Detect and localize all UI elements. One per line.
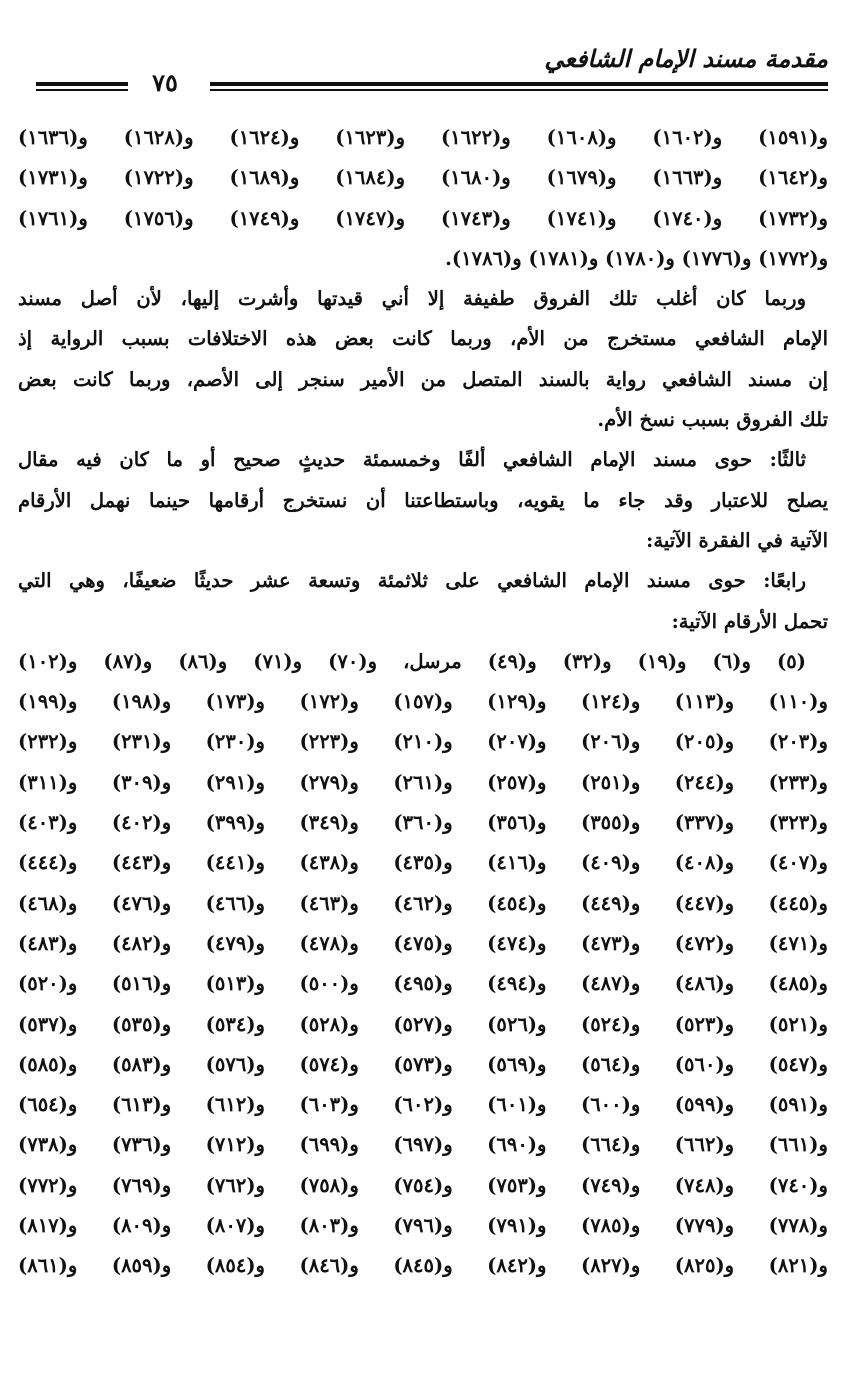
lead-third: ثالثًا: bbox=[752, 448, 806, 472]
text-line: الإمام الشافعي مستخرج من الأم، وربما كانت بعض هذه الاختلافات بسبب الرواية إذ bbox=[18, 327, 828, 351]
number-line: و(١١٠) و(١١٣) و(١٢٤) و(١٢٩) و(١٥٧) و(١٧٢) و(١٧٣) و(١٩٨) و(١٩٩) bbox=[18, 690, 828, 714]
number-line: و(٢٣٣) و(٢٤٤) و(٢٥١) و(٢٥٧) و(٢٦١) و(٢٧٩) و(٢٩١) و(٣٠٩) و(٣١١) bbox=[18, 770, 828, 794]
paragraph-fourth bbox=[18, 561, 828, 601]
text-line: تلك الفروق بسبب نسخ الأم. bbox=[597, 408, 828, 432]
header-rule-left bbox=[36, 82, 128, 91]
number-line: و(٤٤٥) و(٤٤٧) و(٤٤٩) و(٤٥٤) و(٤٦٢) و(٤٦٣) و(٤٦٦) و(٤٧٦) و(٤٦٨) bbox=[18, 891, 828, 915]
running-title: مقدمة مسند الإمام الشافعي bbox=[544, 44, 828, 73]
paragraph-third bbox=[18, 440, 828, 480]
text-line: و(١٧٧٢) و(١٧٧٦) و(١٧٨٠) و(١٧٨١) و(١٧٨٦). bbox=[445, 246, 828, 270]
number-line: و(٣٢٣) و(٣٣٧) و(٣٥٥) و(٣٥٦) و(٣٦٠) و(٣٤٩) و(٣٩٩) و(٤٠٢) و(٤٠٣) bbox=[18, 811, 828, 835]
number-line: و(٤٧١) و(٤٧٢) و(٤٧٣) و(٤٧٤) و(٤٧٥) و(٤٧٨) و(٤٧٩) و(٤٨٢) و(٤٨٣) bbox=[18, 931, 828, 955]
number-line: و(٢٠٣) و(٢٠٥) و(٢٠٦) و(٢٠٧) و(٢١٠) و(٢٢٣) و(٢٣٠) و(٢٣١) و(٢٣٢) bbox=[18, 730, 828, 754]
page-header bbox=[18, 30, 828, 97]
number-line: و(٥٩١) و(٥٩٩) و(٦٠٠) و(٦٠١) و(٦٠٢) و(٦٠٣) و(٦١٢) و(٦١٣) و(٦٥٤) bbox=[18, 1093, 828, 1117]
number-line: و(٨٢١) و(٨٢٥) و(٨٢٧) و(٨٤٢) و(٨٤٥) و(٨٤٦) و(٨٥٤) و(٨٥٩) و(٨٦١) bbox=[18, 1254, 828, 1278]
page-body bbox=[18, 118, 828, 1287]
lead-fourth: رابعًا: bbox=[745, 569, 807, 593]
text-line: الآتية في الفقرة الآتية: bbox=[646, 528, 828, 552]
number-line: و(٥٤٧) و(٥٦٠) و(٥٦٤) و(٥٦٩) و(٥٧٣) و(٥٧٤) و(٥٧٦) و(٥٨٣) و(٥٨٥) bbox=[18, 1052, 828, 1076]
book-page bbox=[18, 30, 828, 1278]
number-line: و(٤٠٧) و(٤٠٨) و(٤٠٩) و(٤١٦) و(٤٣٥) و(٤٣٨) و(٤٤١) و(٤٤٣) و(٤٤٤) bbox=[18, 851, 828, 875]
number-line: و(٤٨٥) و(٤٨٦) و(٤٨٧) و(٤٩٤) و(٤٩٥) و(٥٠٠) و(٥١٣) و(٥١٦) و(٥٢٠) bbox=[18, 972, 828, 996]
text-line: و(١٧٣٢) و(١٧٤٠) و(١٧٤١) و(١٧٤٣) و(١٧٤٧) و(١٧٤٩) و(١٧٥٦) و(١٧٦١) bbox=[18, 206, 828, 230]
header-rule-right bbox=[210, 82, 828, 91]
number-line: و(٧٤٠) و(٧٤٨) و(٧٤٩) و(٧٥٣) و(٧٥٤) و(٧٥٨) و(٧٦٢) و(٧٦٩) و(٧٧٢) bbox=[18, 1173, 828, 1197]
text-line: حوى مسند الإمام الشافعي ألفًا وخمسمئة حديثٍ صحيح أو ما كان فيه مقال bbox=[18, 448, 753, 472]
text-line: إن مسند الشافعي رواية بالسند المتصل من الأمير سنجر إلى الأصم، وربما كانت بعض bbox=[18, 367, 828, 391]
text-line: و(١٥٩١) و(١٦٠٢) و(١٦٠٨) و(١٦٢٢) و(١٦٢٣) و(١٦٢٤) و(١٦٢٨) و(١٦٣٦) bbox=[18, 126, 828, 149]
number-line: (٥) و(٦) و(١٩) و(٣٢) و(٤٩) مرسل، و(٧٠) و(٧١) و(٨٦) و(٨٧) و(١٠٢) bbox=[18, 649, 806, 673]
text-line: حوى مسند الإمام الشافعي على ثلاثمئة وتسعة عشر حديثًا ضعيفًا، وهي التي bbox=[18, 569, 746, 593]
text-line: تحمل الأرقام الآتية: bbox=[671, 609, 828, 633]
text-line: و(١٦٤٢) و(١٦٦٣) و(١٦٧٩) و(١٦٨٠) و(١٦٨٤) و(١٦٨٩) و(١٧٢٢) و(١٧٣١) bbox=[18, 166, 828, 190]
text-line: وربما كان أغلب تلك الفروق طفيفة إلا أني قيدتها وأشرت إليها، لأن أصل مسند bbox=[18, 287, 806, 311]
page-number: ٧٥ bbox=[152, 68, 178, 97]
number-line: و(٥٢١) و(٥٢٣) و(٥٢٤) و(٥٢٦) و(٥٢٧) و(٥٢٨) و(٥٣٤) و(٥٣٥) و(٥٣٧) bbox=[18, 1012, 828, 1036]
text-line: يصلح للاعتبار وقد جاء ما يقويه، وباستطاعتنا أن نستخرج أرقامها حينما نهمل الأرقام bbox=[18, 488, 828, 512]
number-line: و(٦٦١) و(٦٦٢) و(٦٦٤) و(٦٩٠) و(٦٩٧) و(٦٩٩) و(٧١٢) و(٧٣٦) و(٧٣٨) bbox=[18, 1133, 828, 1157]
number-line: و(٧٧٨) و(٧٧٩) و(٧٨٥) و(٧٩١) و(٧٩٦) و(٨٠٣) و(٨٠٧) و(٨٠٩) و(٨١٧) bbox=[18, 1214, 828, 1238]
